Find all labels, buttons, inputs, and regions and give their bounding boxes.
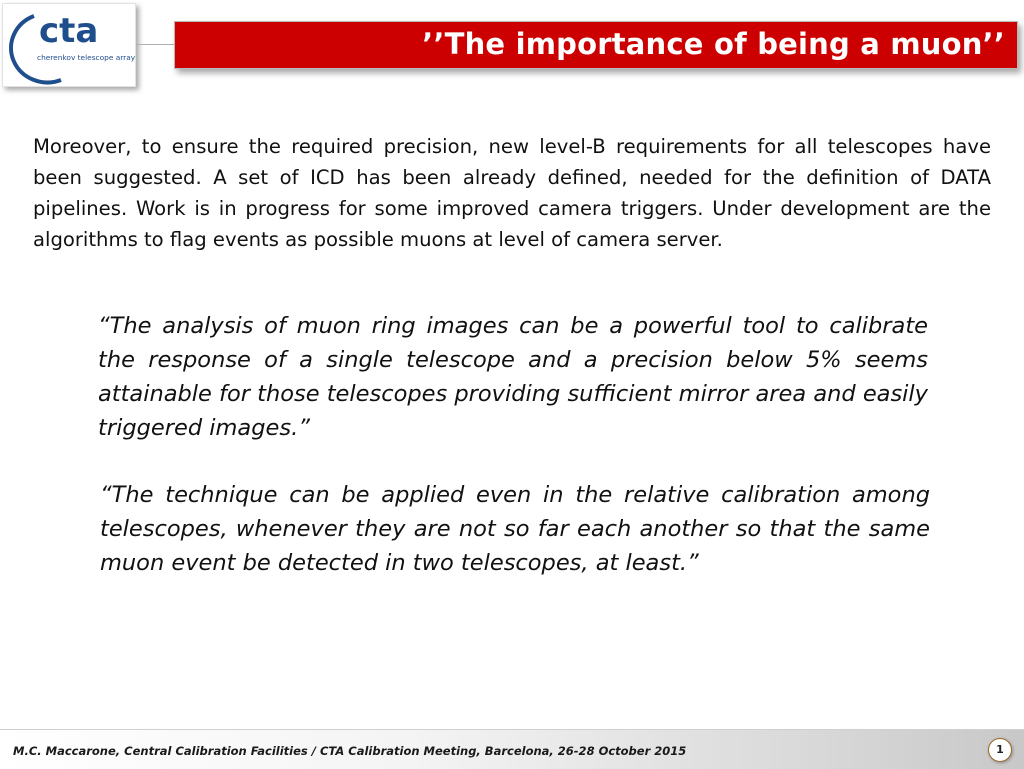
slide-title: ’’The importance of being a muon’’ bbox=[422, 27, 1005, 61]
footer-citation: M.C. Maccarone, Central Calibration Facilities / CTA Calibration Meeting, Barcelona, 26-28 October 2015 bbox=[13, 744, 687, 758]
cta-logo bbox=[2, 3, 136, 87]
page-number-badge: 1 bbox=[988, 738, 1012, 762]
logo-tagline: cherenkov telescope array bbox=[37, 53, 136, 62]
quote-relative-calibration: “The technique can be applied even in the relative calibration among telescopes, whenever they are not so far each another so that the same muon event be detected in two telescopes, at least.” bbox=[100, 482, 930, 576]
logo-wordmark: cta bbox=[39, 11, 99, 51]
header-connector-line bbox=[136, 44, 176, 45]
quote-muon-ring-analysis: “The analysis of muon ring images can be a powerful tool to calibrate the response of a single telescope and a precision below 5% seems attainable for those telescopes providing sufficient mirror area and easily triggered images.” bbox=[98, 313, 928, 441]
title-bar bbox=[174, 21, 1018, 69]
cta-logo-graphic bbox=[3, 4, 137, 88]
slide-footer bbox=[0, 729, 1024, 769]
intro-paragraph: Moreover, to ensure the required precision, new level-B requirements for all telescopes have been suggested. A set of ICD has been already defined, needed for the definition of DATA pipelines. Work is in progress for some improved camera triggers. Under development are the algorithms to flag events as possible muons at level of camera server. bbox=[33, 135, 991, 251]
